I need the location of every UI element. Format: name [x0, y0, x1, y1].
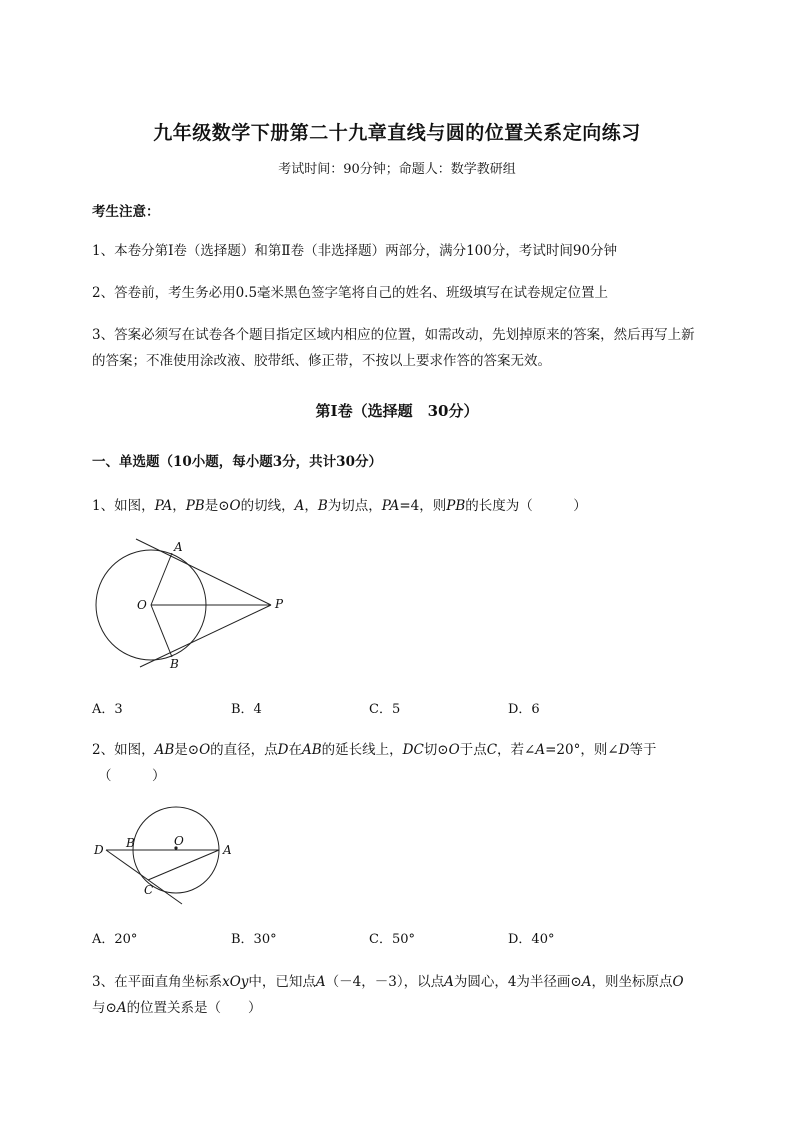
question-1-text: 1、如图，PA，PB是⊙O的切线，A，B为切点，PA=4，则PB的长度为（ ） — [92, 498, 587, 514]
question-3-text-line2: 与⊙A的位置关系是（ ） — [92, 1000, 262, 1016]
q1-label-o: O — [137, 598, 147, 612]
part-heading: 一、单选题（10小题，每小题3分，共计30分） — [92, 454, 382, 470]
q1-label-a: A — [174, 540, 183, 554]
notice-heading: 考生注意： — [92, 204, 160, 220]
q1-option-b[interactable]: B．4 — [231, 702, 262, 717]
q2-option-d[interactable]: D．40° — [508, 932, 555, 947]
page-subtitle: 考试时间：90分钟；命题人：数学教研组 — [278, 162, 516, 177]
notice-item-3: 3、答案必须写在试卷各个题目指定区域内相应的位置，如需改动，先划掉原来的答案，然后再写上新 — [92, 327, 695, 343]
notice-item-2: 2、答卷前，考生务必用0.5毫米黑色签字笔将自己的姓名、班级填写在试卷规定位置上 — [92, 285, 609, 301]
question-2-figure — [88, 800, 248, 910]
q2-label-d: D — [94, 843, 104, 857]
q2-option-c[interactable]: C．50° — [369, 932, 415, 947]
q2-label-o: O — [174, 834, 184, 848]
notice-item-3-cont: 的答案；不准使用涂改液、胶带纸、修正带，不按以上要求作答的答案无效。 — [92, 353, 551, 369]
q1-label-p: P — [275, 597, 284, 611]
q2-label-b: B — [126, 836, 135, 850]
q2-label-c: C — [144, 883, 154, 897]
q2-option-a[interactable]: A．20° — [92, 932, 138, 947]
question-1-figure — [88, 535, 298, 675]
q2-option-b[interactable]: B．30° — [231, 932, 277, 947]
question-2-blank: （ ） — [98, 768, 166, 784]
question-2-text: 2、如图，AB是⊙O的直径，点D在AB的延长线上，DC切⊙O于点C，若∠A=20°，则∠D等于 — [92, 742, 657, 758]
q1-option-d[interactable]: D．6 — [508, 702, 540, 717]
question-3-text: 3、在平面直角坐标系xOy中，已知点A（－4，－3），以点A为圆心，4为半径画⊙A，则坐标原点O — [92, 974, 684, 990]
q1-option-a[interactable]: A．3 — [92, 702, 123, 717]
page-title: 九年级数学下册第二十九章直线与圆的位置关系定向练习 — [153, 122, 641, 144]
section-title: 第Ⅰ卷（选择题 30分） — [315, 402, 479, 420]
notice-item-1: 1、本卷分第Ⅰ卷（选择题）和第Ⅱ卷（非选择题）两部分，满分100分，考试时间90分钟 — [92, 243, 618, 259]
q1-option-c[interactable]: C．5 — [369, 702, 401, 717]
q1-label-b: B — [170, 657, 179, 671]
q2-label-a: A — [223, 843, 232, 857]
